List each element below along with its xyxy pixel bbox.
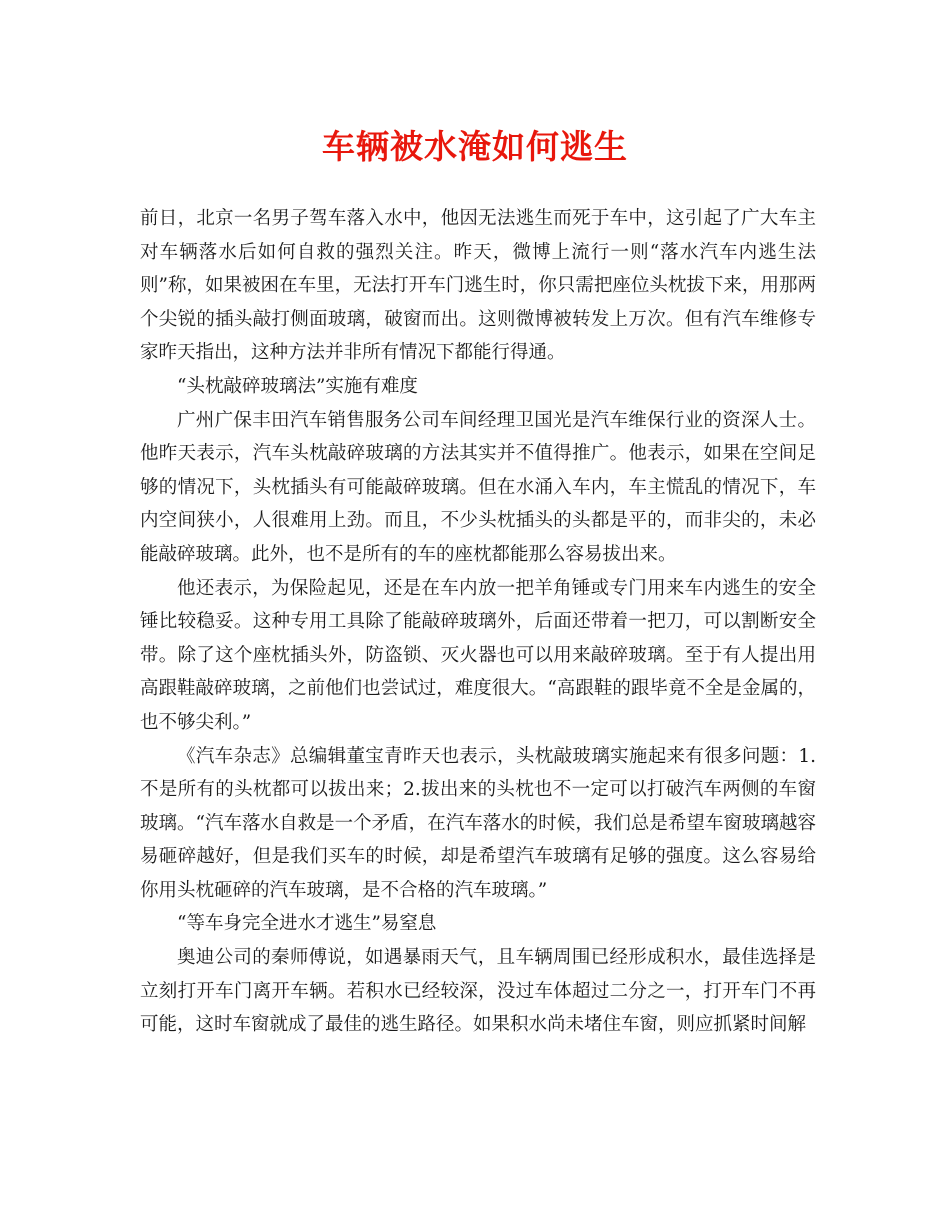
paragraph-audi-qin: 奥迪公司的秦师傅说，如遇暴雨天气，且车辆周围已经形成积水，最佳选择是立刻打开车门离开车辆。若积水已经较深，没过车体超过二分之一，打开车门不再可能，这时车窗就成了最佳的逃生路径。如果积水尚未堵住车窗，则应抓紧时间解	[140, 947, 816, 1036]
section-heading-headrest-method: “头枕敲碎玻璃法”实施有难度	[177, 375, 418, 397]
document-body	[140, 202, 816, 1042]
document-title: 车辆被水淹如何逃生	[322, 127, 628, 166]
paragraph-auto-magazine: 《汽车杂志》总编辑董宝青昨天也表示，头枕敲玻璃实施起来有很多问题：1.不是所有的头枕都可以拔出来；2.拔出来的头枕也不一定可以打破汽车两侧的车窗玻璃。“汽车落水自救是一个矛盾，在汽车落水的时候，我们总是希望车窗玻璃越容易砸碎越好，但是我们买车的时候，却是希望汽车玻璃有足够的强度。这么容易给你用头枕砸碎的汽车玻璃，是不合格的汽车玻璃。”	[140, 745, 816, 901]
paragraph-intro: 前日，北京一名男子驾车落入水中，他因无法逃生而死于车中，这引起了广大车主对车辆落水后如何自救的强烈关注。昨天，微博上流行一则“落水汽车内逃生法则”称，如果被困在车里，无法打开车门逃生时，你只需把座位头枕拔下来，用那两个尖锐的插头敲打侧面玻璃，破窗而出。这则微博被转发上万次。但有汽车维修专家昨天指出，这种方法并非所有情况下都能行得通。	[140, 208, 816, 364]
section-heading-wait-for-water: “等车身完全进水才逃生”易窒息	[177, 913, 437, 935]
paragraph-safety-hammer: 他还表示，为保险起见，还是在车内放一把羊角锤或专门用来车内逃生的安全锤比较稳妥。这种专用工具除了能敲碎玻璃外，后面还带着一把刀，可以割断安全带。除了这个座枕插头外，防盗锁、灭火器也可以用来敲碎玻璃。至于有人提出用高跟鞋敲碎玻璃，之前他们也尝试过，难度很大。“高跟鞋的跟毕竟不全是金属的，也不够尖利。”	[140, 577, 816, 733]
paragraph-wei-guoguang: 广州广保丰田汽车销售服务公司车间经理卫国光是汽车维保行业的资深人士。他昨天表示，汽车头枕敲碎玻璃的方法其实并不值得推广。他表示，如果在空间足够的情况下，头枕插头有可能敲碎玻璃。但在水涌入车内，车主慌乱的情况下，车内空间狭小，人很难用上劲。而且，不少头枕插头的头都是平的，而非尖的，未必能敲碎玻璃。此外，也不是所有的车的座枕都能那么容易拔出来。	[140, 409, 816, 565]
